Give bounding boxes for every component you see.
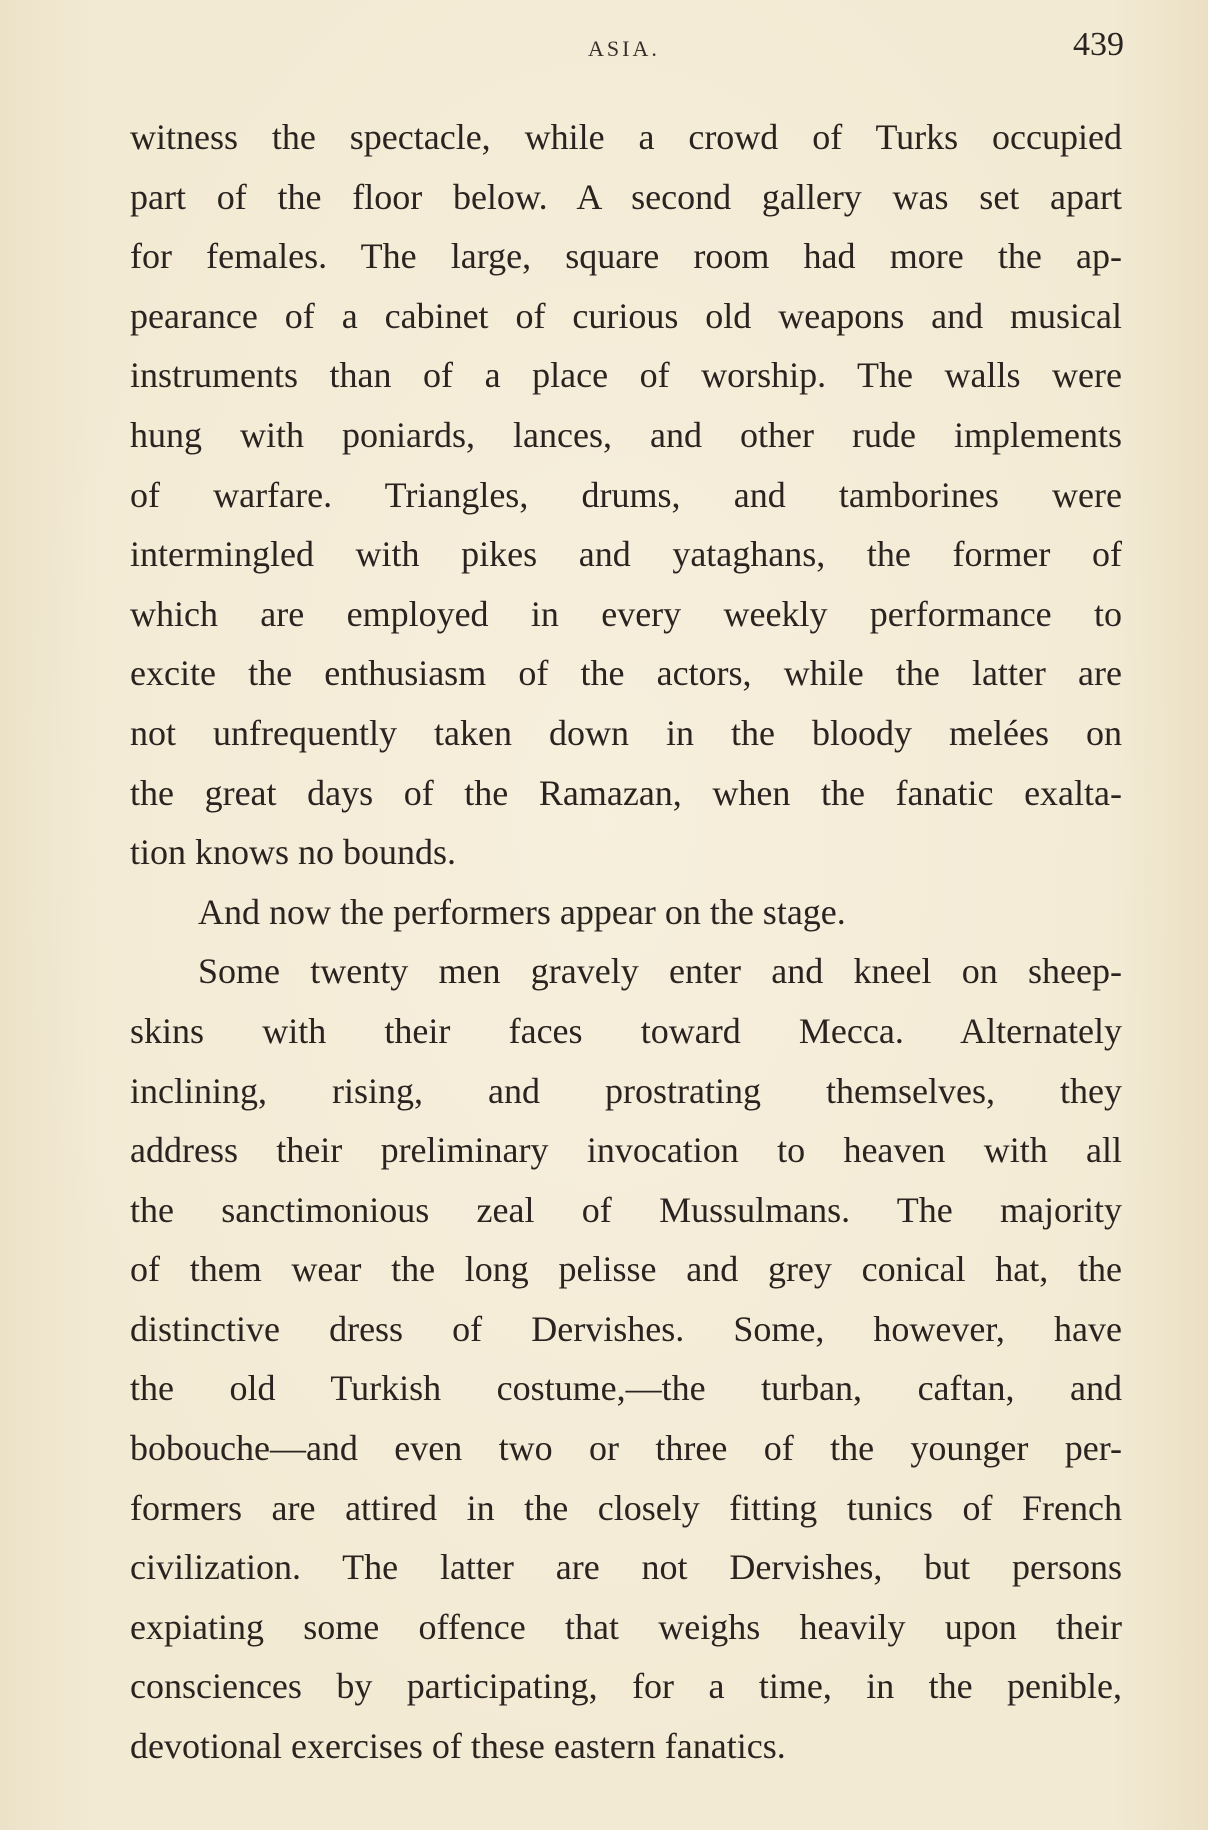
text-line-paragraph-end: tion knows no bounds. — [130, 832, 457, 873]
text-line: consciences by participating, for a time, in the penible, — [130, 1666, 1122, 1707]
text-line-paragraph-start: Some twenty men gravely enter and kneel on sheep- — [198, 951, 1122, 992]
running-head: ASIA. — [588, 36, 660, 61]
text-line: skins with their faces toward Mecca. Alternately — [130, 1010, 1122, 1051]
text-line: excite the enthusiasm of the actors, while the latter are — [130, 653, 1122, 694]
text-line: formers are attired in the closely fitting tunics of French — [130, 1487, 1122, 1528]
text-line: the great days of the Ramazan, when the fanatic exalta- — [130, 772, 1122, 813]
text-line: hung with poniards, lances, and other rude implements — [130, 414, 1122, 455]
text-line: instruments than of a place of worship. The walls were — [130, 355, 1122, 396]
text-line-paragraph-start: And now the performers appear on the stage. — [198, 891, 846, 932]
text-line: pearance of a cabinet of curious old weapons and musical — [130, 295, 1122, 336]
text-line: of them wear the long pelisse and grey conical hat, the — [130, 1249, 1122, 1290]
text-line: distinctive dress of Dervishes. Some, however, have — [130, 1308, 1122, 1349]
text-line: of warfare. Triangles, drums, and tamborines were — [130, 474, 1122, 515]
text-line: address their preliminary invocation to heaven with all — [130, 1130, 1122, 1171]
text-line: witness the spectacle, while a crowd of Turks occupied — [130, 117, 1122, 157]
text-line: inclining, rising, and prostrating themselves, they — [130, 1070, 1122, 1111]
text-line: expiating some offence that weighs heavily upon their — [130, 1606, 1122, 1647]
text-line: civilization. The latter are not Dervishes, but persons — [130, 1547, 1122, 1588]
text-line: the old Turkish costume,—the turban, caftan, and — [130, 1368, 1122, 1409]
text-line: not unfrequently taken down in the bloody melées on — [130, 712, 1122, 753]
text-line: which are employed in every weekly performance to — [130, 593, 1122, 634]
body-text — [130, 108, 1122, 1777]
text-line: part of the floor below. A second gallery was set apart — [130, 176, 1122, 217]
text-line: for females. The large, square room had more the ap- — [130, 236, 1122, 277]
text-line: intermingled with pikes and yataghans, the former of — [130, 534, 1122, 575]
text-line: bobouche—and even two or three of the younger per- — [130, 1428, 1122, 1469]
page-number: 439 — [1073, 26, 1124, 63]
text-line: the sanctimonious zeal of Mussulmans. The majority — [130, 1189, 1122, 1230]
text-line-paragraph-end: devotional exercises of these eastern fanatics. — [130, 1726, 786, 1767]
